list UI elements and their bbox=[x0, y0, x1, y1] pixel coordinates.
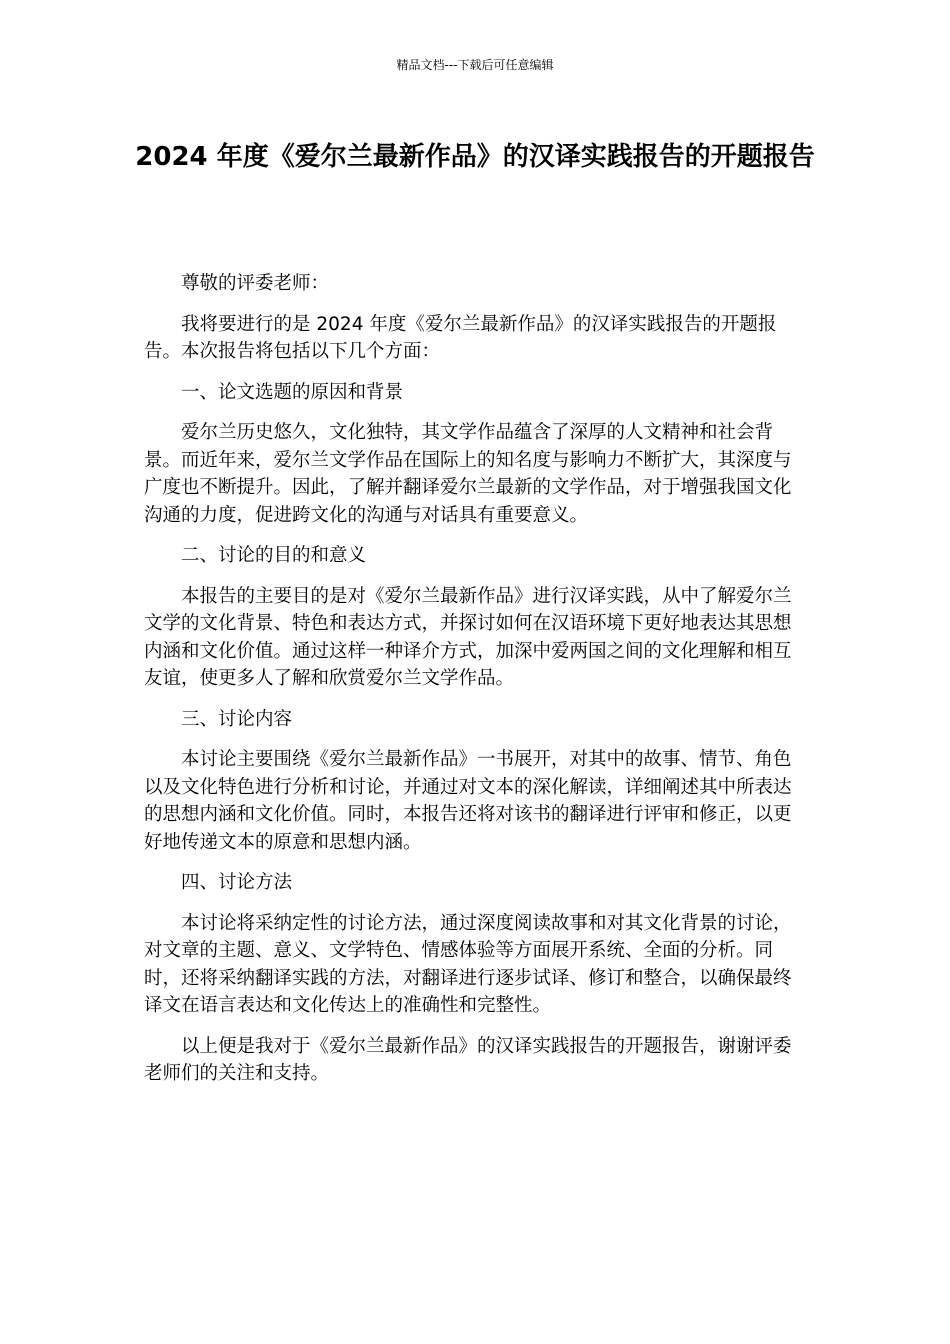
page-header-note: 精品文档---下载后可任意编辑 bbox=[396, 58, 554, 72]
section-heading-2: 二、讨论的目的和意义 bbox=[181, 545, 367, 566]
section-heading-3: 三、讨论内容 bbox=[181, 708, 293, 730]
section-heading-4: 四、讨论方法 bbox=[181, 872, 293, 893]
section-body-4: 本讨论将采纳定性的讨论方法，通过深度阅读故事和对其文化背景的讨论，对文章的主题、意义、文学特色、情感体验等方面展开系统、全面的分析。同时，还将采纳翻译实践的方法，对翻译进行逐步试译、修订和整合，以确保最终译文在语言表达和文化传达上的准确性和完整性。 bbox=[144, 912, 792, 1016]
section-heading-1: 一、论文选题的原因和背景 bbox=[181, 381, 404, 403]
section-body-2: 本报告的主要目的是对《爱尔兰最新作品》进行汉译实践，从中了解爱尔兰文学的文化背景、特色和表达方式，并探讨如何在汉语环境下更好地表达其思想内涵和文化价值。通过这样一种译介方式，加深中爱两国之间的文化理解和相互友谊，使更多人了解和欣赏爱尔兰文学作品。 bbox=[144, 585, 792, 689]
intro-paragraph: 我将要进行的是 2024 年度《爱尔兰最新作品》的汉译实践报告的开题报告。本次报告将包括以下几个方面： bbox=[144, 313, 777, 362]
section-body-3: 本讨论主要围绕《爱尔兰最新作品》一书展开，对其中的故事、情节、角色以及文化特色进行分析和讨论，并通过对文本的深化解读，详细阐述其中所表达的思想内涵和文化价值。同时，本报告还将对该书的翻译进行评审和修正，以更好地传递文本的原意和思想内涵。 bbox=[144, 749, 792, 853]
salutation: 尊敬的评委老师： bbox=[181, 273, 330, 294]
section-body-1: 爱尔兰历史悠久，文化独特，其文学作品蕴含了深厚的人文精神和社会背景。而近年来，爱尔兰文学作品在国际上的知名度与影响力不断扩大，其深度与广度也不断提升。因此，了解并翻译爱尔兰最新的文学作品，对于增强我国文化沟通的力度，促进跨文化的沟通与对话具有重要意义。 bbox=[144, 422, 792, 526]
closing-paragraph: 以上便是我对于《爱尔兰最新作品》的汉译实践报告的开题报告，谢谢评委老师们的关注和支持。 bbox=[144, 1035, 792, 1084]
document-body bbox=[144, 270, 800, 1101]
document-title: 2024 年度《爱尔兰最新作品》的汉译实践报告的开题报告 bbox=[135, 142, 815, 172]
